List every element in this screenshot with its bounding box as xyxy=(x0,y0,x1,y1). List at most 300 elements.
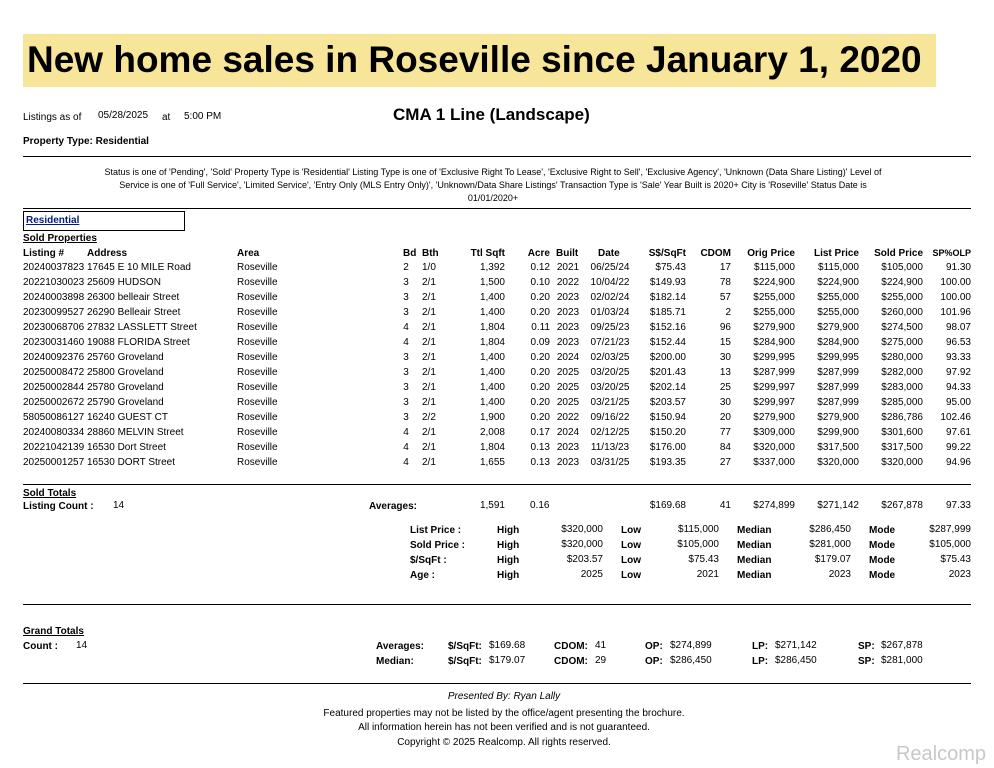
stat-low: $115,000 xyxy=(678,524,719,535)
cell-date: 02/12/25 xyxy=(590,427,630,438)
stat-mode-label: Mode xyxy=(869,525,896,536)
stat-label: Age : xyxy=(410,570,435,581)
cell-bd: 3 xyxy=(403,367,409,378)
cell-list-price: $299,995 xyxy=(817,352,859,363)
cell-listing: 20240092376 xyxy=(23,352,85,363)
col-sp-olp: SP%OLP xyxy=(932,248,971,258)
cell-address: 17645 E 10 MILE Road xyxy=(87,262,191,273)
stat-median-label: Median xyxy=(737,570,772,581)
cell-list-price: $287,999 xyxy=(817,382,859,393)
cell-built: 2022 xyxy=(556,277,580,288)
cell-date: 07/21/23 xyxy=(590,337,630,348)
table-row xyxy=(0,352,994,367)
stat-mode-label: Mode xyxy=(869,540,896,551)
cell-orig-price: $255,000 xyxy=(753,292,795,303)
cell-bth: 2/1 xyxy=(422,427,436,438)
cell-orig-price: $279,900 xyxy=(753,412,795,423)
stat-mode: $287,999 xyxy=(929,524,971,535)
listings-as-of-label: Listings as of xyxy=(23,112,82,123)
cell-date: 03/31/25 xyxy=(590,457,630,468)
cell-listing: 20250002844 xyxy=(23,382,85,393)
stat-median-label: Median xyxy=(737,525,772,536)
cell-built: 2025 xyxy=(556,382,580,393)
gt-avg-op: $274,899 xyxy=(670,640,712,651)
cell-bd: 3 xyxy=(403,382,409,393)
cell-bd: 4 xyxy=(403,337,409,348)
cell-cdom: 30 xyxy=(719,397,731,408)
cell-listing: 20221030023 xyxy=(23,277,85,288)
cell-cdom: 84 xyxy=(719,442,731,453)
cell-bth: 2/1 xyxy=(422,292,436,303)
table-row xyxy=(0,412,994,427)
cell-ppsf: $185.71 xyxy=(649,307,686,318)
cell-address: 16530 DORT Street xyxy=(87,457,176,468)
disclaimer-1: Featured properties may not be listed by the office/agent presenting the brochure. xyxy=(323,708,685,719)
cell-sold-price: $105,000 xyxy=(881,262,923,273)
avg-orig: $274,899 xyxy=(753,500,795,511)
property-type: Property Type: Residential xyxy=(23,136,149,147)
cell-sp-olp: 98.07 xyxy=(945,322,971,333)
cell-bd: 3 xyxy=(403,292,409,303)
cell-bd: 4 xyxy=(403,442,409,453)
cell-acre: 0.13 xyxy=(530,457,550,468)
stat-low: 2021 xyxy=(696,569,719,580)
disclaimer-2: All information herein has not been verified and is not guaranteed. xyxy=(358,722,650,733)
gt-avg-lp-label: LP: xyxy=(752,641,769,652)
cell-bth: 2/1 xyxy=(422,397,436,408)
gt-averages-label: Averages: xyxy=(376,641,424,652)
cell-sqft: 1,392 xyxy=(479,262,505,273)
cell-list-price: $287,999 xyxy=(817,367,859,378)
cell-ppsf: $152.16 xyxy=(649,322,686,333)
listing-count: 14 xyxy=(113,500,125,511)
cell-sqft: 1,804 xyxy=(479,442,505,453)
cell-sp-olp: 97.61 xyxy=(945,427,971,438)
table-row xyxy=(0,277,994,292)
avg-sold: $267,878 xyxy=(881,500,923,511)
cell-address: 25760 Groveland xyxy=(87,352,164,363)
gt-avg-cdom: 41 xyxy=(595,640,607,651)
cell-listing: 20230068706 xyxy=(23,322,85,333)
table-row xyxy=(0,457,994,472)
gt-avg-sqft: $169.68 xyxy=(489,640,526,651)
cell-area: Roseville xyxy=(237,292,278,303)
cell-listing: 20230099527 xyxy=(23,307,85,318)
cell-listing: 20240080334 xyxy=(23,427,85,438)
table-row xyxy=(0,307,994,322)
stat-median: $286,450 xyxy=(809,524,851,535)
cell-bd: 3 xyxy=(403,397,409,408)
col-area: Area xyxy=(237,248,260,259)
cell-area: Roseville xyxy=(237,442,278,453)
cell-bd: 4 xyxy=(403,427,409,438)
cell-address: 16530 Dort Street xyxy=(87,442,166,453)
cell-bd: 3 xyxy=(403,307,409,318)
grand-count: 14 xyxy=(76,640,88,651)
cell-bth: 2/2 xyxy=(422,412,436,423)
table-row xyxy=(0,262,994,277)
divider xyxy=(23,208,971,209)
cell-listing: 58050086127 xyxy=(23,412,85,423)
cell-sold-price: $286,786 xyxy=(881,412,923,423)
table-row xyxy=(0,367,994,382)
stat-median: 2023 xyxy=(828,569,851,580)
cell-sqft: 1,500 xyxy=(479,277,505,288)
gt-avg-op-label: OP: xyxy=(645,641,663,652)
cell-date: 03/20/25 xyxy=(590,367,630,378)
gt-med-sqft-label: $/SqFt: xyxy=(448,656,482,667)
cell-sp-olp: 91.30 xyxy=(945,262,971,273)
cell-built: 2025 xyxy=(556,397,580,408)
cell-built: 2024 xyxy=(556,352,580,363)
col-listing: Listing # xyxy=(23,248,65,259)
col-date: Date xyxy=(598,248,620,259)
col-built: Built xyxy=(556,248,579,259)
cell-sp-olp: 96.53 xyxy=(945,337,971,348)
gt-median-label: Median: xyxy=(376,656,414,667)
cell-sqft: 1,400 xyxy=(479,397,505,408)
cell-built: 2022 xyxy=(556,412,580,423)
cell-area: Roseville xyxy=(237,457,278,468)
cell-list-price: $287,999 xyxy=(817,397,859,408)
table-row xyxy=(0,442,994,457)
cell-bd: 4 xyxy=(403,457,409,468)
cell-date: 09/25/23 xyxy=(590,322,630,333)
cell-acre: 0.12 xyxy=(530,262,550,273)
cell-address: 25609 HUDSON xyxy=(87,277,161,288)
cell-cdom: 96 xyxy=(719,322,731,333)
cell-address: 19088 FLORIDA Street xyxy=(87,337,190,348)
cell-date: 10/04/22 xyxy=(590,277,630,288)
cell-sold-price: $274,500 xyxy=(881,322,923,333)
cell-sqft: 1,900 xyxy=(479,412,505,423)
cell-sqft: 1,400 xyxy=(479,352,505,363)
presented-by: Presented By: Ryan Lally xyxy=(447,691,561,702)
table-row xyxy=(0,337,994,352)
cell-ppsf: $201.43 xyxy=(649,367,686,378)
avg-ppsf: $169.68 xyxy=(649,500,686,511)
cell-date: 11/13/23 xyxy=(590,442,630,453)
cell-orig-price: $279,900 xyxy=(753,322,795,333)
stat-high: $203.57 xyxy=(566,554,603,565)
stat-median-label: Median xyxy=(737,555,772,566)
cell-area: Roseville xyxy=(237,322,278,333)
cell-area: Roseville xyxy=(237,307,278,318)
cell-area: Roseville xyxy=(237,352,278,363)
cell-orig-price: $287,999 xyxy=(753,367,795,378)
col-acre: Acre xyxy=(527,248,550,259)
cell-ppsf: $193.35 xyxy=(649,457,686,468)
cell-built: 2023 xyxy=(556,322,580,333)
sold-properties-label: Sold Properties xyxy=(23,233,97,244)
cell-area: Roseville xyxy=(237,382,278,393)
cell-address: 16240 GUEST CT xyxy=(87,412,168,423)
cell-cdom: 30 xyxy=(719,352,731,363)
cell-sqft: 1,804 xyxy=(479,337,505,348)
stat-low-label: Low xyxy=(621,555,641,566)
stat-mode: $75.43 xyxy=(940,554,971,565)
col-sqft: Ttl Sqft xyxy=(470,248,505,259)
cell-cdom: 25 xyxy=(719,382,731,393)
table-row xyxy=(0,382,994,397)
cell-list-price: $115,000 xyxy=(818,262,859,273)
cell-bd: 3 xyxy=(403,277,409,288)
cell-list-price: $279,900 xyxy=(817,412,859,423)
cell-address: 27832 LASSLETT Street xyxy=(87,322,197,333)
cell-cdom: 17 xyxy=(719,262,731,273)
cell-bth: 2/1 xyxy=(422,382,436,393)
cell-sold-price: $283,000 xyxy=(881,382,923,393)
stat-low: $75.43 xyxy=(688,554,719,565)
cell-ppsf: $149.93 xyxy=(649,277,686,288)
stat-mode-label: Mode xyxy=(869,555,896,566)
stat-high-label: High xyxy=(497,540,520,551)
gt-avg-cdom-label: CDOM: xyxy=(554,641,588,652)
count-label: Count : xyxy=(23,641,58,652)
cell-sp-olp: 100.00 xyxy=(940,292,971,303)
cell-ppsf: $152.44 xyxy=(649,337,686,348)
stat-mode: $105,000 xyxy=(929,539,971,550)
realcomp-watermark: Realcomp xyxy=(895,743,986,765)
cell-bth: 2/1 xyxy=(422,307,436,318)
stat-high: 2025 xyxy=(580,569,603,580)
col-ppsf: S$/SqFt xyxy=(648,248,686,259)
cell-built: 2024 xyxy=(556,427,580,438)
table-row xyxy=(0,292,994,307)
cell-bth: 2/1 xyxy=(422,337,436,348)
cell-orig-price: $309,000 xyxy=(753,427,795,438)
cell-listing: 20250008472 xyxy=(23,367,85,378)
cell-sold-price: $275,000 xyxy=(881,337,923,348)
cell-area: Roseville xyxy=(237,412,278,423)
stat-high-label: High xyxy=(497,570,520,581)
banner-title: New home sales in Roseville since January 1, 2020 xyxy=(27,39,922,80)
cell-ppsf: $150.94 xyxy=(649,412,686,423)
stat-label: List Price : xyxy=(410,525,462,536)
sold-totals-title: Sold Totals xyxy=(23,488,77,499)
cell-orig-price: $255,000 xyxy=(753,307,795,318)
cell-acre: 0.10 xyxy=(530,277,550,288)
avg-cdom: 41 xyxy=(719,500,731,511)
gt-med-sqft: $179.07 xyxy=(489,655,526,666)
cell-cdom: 13 xyxy=(719,367,731,378)
cell-built: 2021 xyxy=(556,262,580,273)
criteria-line-3: 01/01/2020+ xyxy=(467,193,519,203)
avg-acre: 0.16 xyxy=(530,500,550,511)
cell-bd: 2 xyxy=(403,262,409,273)
cell-cdom: 15 xyxy=(719,337,731,348)
stat-low: $105,000 xyxy=(677,539,719,550)
cell-sp-olp: 94.33 xyxy=(945,382,971,393)
cell-date: 01/03/24 xyxy=(590,307,630,318)
col-sold-price: Sold Price xyxy=(874,248,923,259)
cell-bth: 2/1 xyxy=(422,352,436,363)
cell-orig-price: $299,997 xyxy=(753,397,795,408)
gt-med-lp: $286,450 xyxy=(775,655,817,666)
cell-sp-olp: 97.92 xyxy=(945,367,971,378)
cell-orig-price: $284,900 xyxy=(753,337,795,348)
cell-area: Roseville xyxy=(237,367,278,378)
cell-built: 2023 xyxy=(556,292,580,303)
stat-median: $179.07 xyxy=(814,554,851,565)
cell-address: 26300 belleair Street xyxy=(87,292,180,303)
col-orig-price: Orig Price xyxy=(747,248,795,259)
cell-sold-price: $282,000 xyxy=(881,367,923,378)
criteria-line-2: Service is one of 'Full Service', 'Limited Service', 'Entry Only (MLS Entry Only)', 'Unknown/Data Share Listings' Transaction Type is 'Sale' Year Built is 2020+ City is 'Roseville' Status Date is xyxy=(119,180,867,190)
gt-med-cdom-label: CDOM: xyxy=(554,656,588,667)
cell-acre: 0.20 xyxy=(530,397,550,408)
divider xyxy=(23,683,971,684)
cell-ppsf: $75.43 xyxy=(655,262,686,273)
cell-list-price: $255,000 xyxy=(817,292,859,303)
grand-totals-title: Grand Totals xyxy=(23,626,84,637)
cell-orig-price: $320,000 xyxy=(753,442,795,453)
cell-area: Roseville xyxy=(237,427,278,438)
cell-sold-price: $320,000 xyxy=(881,457,923,468)
cell-sp-olp: 100.00 xyxy=(940,277,971,288)
cell-area: Roseville xyxy=(237,277,278,288)
cell-sold-price: $280,000 xyxy=(881,352,923,363)
cell-sold-price: $301,600 xyxy=(881,427,923,438)
cell-sp-olp: 102.46 xyxy=(940,412,971,423)
cell-cdom: 20 xyxy=(719,412,731,423)
cell-built: 2023 xyxy=(556,442,580,453)
cell-cdom: 27 xyxy=(719,457,731,468)
cell-sold-price: $224,900 xyxy=(881,277,923,288)
cell-date: 03/21/25 xyxy=(590,397,630,408)
cell-built: 2023 xyxy=(556,457,580,468)
avg-sqft: 1,591 xyxy=(479,500,505,511)
cell-bd: 3 xyxy=(403,412,409,423)
cell-sold-price: $260,000 xyxy=(881,307,923,318)
cell-acre: 0.20 xyxy=(530,352,550,363)
at-label: at xyxy=(162,112,171,123)
stat-median-label: Median xyxy=(737,540,772,551)
col-list-price: List Price xyxy=(813,248,859,259)
stat-high: $320,000 xyxy=(561,539,603,550)
gt-med-sp: $281,000 xyxy=(881,655,923,666)
cell-acre: 0.20 xyxy=(530,292,550,303)
gt-avg-sqft-label: $/SqFt: xyxy=(448,641,482,652)
cell-address: 26290 Belleair Street xyxy=(87,307,181,318)
divider xyxy=(23,156,971,157)
cell-address: 25780 Groveland xyxy=(87,382,164,393)
col-bth: Bth xyxy=(422,248,439,259)
cell-date: 03/20/25 xyxy=(590,382,630,393)
cell-cdom: 77 xyxy=(719,427,731,438)
cell-listing: 20240037823 xyxy=(23,262,85,273)
cell-acre: 0.20 xyxy=(530,412,550,423)
cell-built: 2025 xyxy=(556,367,580,378)
cell-date: 02/03/25 xyxy=(590,352,630,363)
cell-ppsf: $200.00 xyxy=(649,352,686,363)
cell-address: 28860 MELVIN Street xyxy=(87,427,184,438)
cell-list-price: $255,000 xyxy=(817,307,859,318)
cell-acre: 0.20 xyxy=(530,367,550,378)
cell-built: 2023 xyxy=(556,307,580,318)
cell-acre: 0.20 xyxy=(530,307,550,318)
cell-sp-olp: 99.22 xyxy=(945,442,971,453)
gt-avg-lp: $271,142 xyxy=(775,640,817,651)
cell-cdom: 78 xyxy=(719,277,731,288)
gt-avg-sp: $267,878 xyxy=(881,640,923,651)
stat-label: $/SqFt : xyxy=(410,555,447,566)
divider xyxy=(23,484,971,485)
cell-sp-olp: 94.96 xyxy=(945,457,971,468)
cell-area: Roseville xyxy=(237,397,278,408)
cell-bth: 2/1 xyxy=(422,277,436,288)
cell-sold-price: $255,000 xyxy=(881,292,923,303)
residential-label: Residential xyxy=(26,215,80,226)
avg-sp-olp: 97.33 xyxy=(945,500,971,511)
cell-listing: 20240003898 xyxy=(23,292,85,303)
cell-acre: 0.09 xyxy=(530,337,550,348)
stat-mode-label: Mode xyxy=(869,570,896,581)
cell-list-price: $320,000 xyxy=(817,457,859,468)
search-criteria xyxy=(80,166,906,205)
cell-bd: 3 xyxy=(403,352,409,363)
report-time: 5:00 PM xyxy=(184,111,222,122)
cell-list-price: $299,900 xyxy=(817,427,859,438)
cell-listing: 20250001257 xyxy=(23,457,85,468)
cell-ppsf: $182.14 xyxy=(649,292,686,303)
cell-area: Roseville xyxy=(237,337,278,348)
cell-list-price: $284,900 xyxy=(817,337,859,348)
gt-med-sp-label: SP: xyxy=(858,656,875,667)
cell-date: 02/02/24 xyxy=(590,292,630,303)
cell-ppsf: $202.14 xyxy=(649,382,686,393)
stat-mode: 2023 xyxy=(948,569,971,580)
listing-count-label: Listing Count : xyxy=(23,501,94,512)
col-address: Address xyxy=(87,248,128,259)
cell-listing: 20221042139 xyxy=(23,442,85,453)
gt-med-lp-label: LP: xyxy=(752,656,769,667)
cell-bth: 2/1 xyxy=(422,442,436,453)
cell-bth: 2/1 xyxy=(422,322,436,333)
gt-med-cdom: 29 xyxy=(595,655,607,666)
cell-bth: 1/0 xyxy=(422,262,436,273)
cell-list-price: $279,900 xyxy=(817,322,859,333)
cell-ppsf: $176.00 xyxy=(649,442,686,453)
cell-cdom: 2 xyxy=(725,307,731,318)
cell-built: 2023 xyxy=(556,337,580,348)
cell-acre: 0.11 xyxy=(531,322,550,333)
divider xyxy=(23,604,971,605)
stat-low-label: Low xyxy=(621,570,641,581)
cell-list-price: $224,900 xyxy=(817,277,859,288)
report-date: 05/28/2025 xyxy=(98,110,149,121)
stat-median: $281,000 xyxy=(809,539,851,550)
copyright: Copyright © 2025 Realcomp. All rights reserved. xyxy=(397,737,611,748)
cell-sold-price: $317,500 xyxy=(881,442,923,453)
gt-avg-sp-label: SP: xyxy=(858,641,875,652)
cell-area: Roseville xyxy=(237,262,278,273)
cell-sqft: 1,400 xyxy=(479,292,505,303)
report-title: CMA 1 Line (Landscape) xyxy=(393,105,590,124)
cell-sqft: 1,804 xyxy=(479,322,505,333)
cell-orig-price: $337,000 xyxy=(753,457,795,468)
table-row xyxy=(0,322,994,337)
cell-date: 09/16/22 xyxy=(590,412,630,423)
cell-listing: 20230031460 xyxy=(23,337,85,348)
cell-date: 06/25/24 xyxy=(590,262,630,273)
cell-sold-price: $285,000 xyxy=(881,397,923,408)
cell-acre: 0.17 xyxy=(530,427,550,438)
stat-low-label: Low xyxy=(621,525,641,536)
cell-bth: 2/1 xyxy=(422,457,436,468)
cell-sqft: 1,655 xyxy=(479,457,505,468)
criteria-line-1: Status is one of 'Pending', 'Sold' Property Type is 'Residential' Listing Type is one of 'Exclusive Right To Lease', 'Exclusive Right to Sell', 'Exclusive Agency', 'Unknown (Data Share Listing)' Level of xyxy=(104,167,882,177)
